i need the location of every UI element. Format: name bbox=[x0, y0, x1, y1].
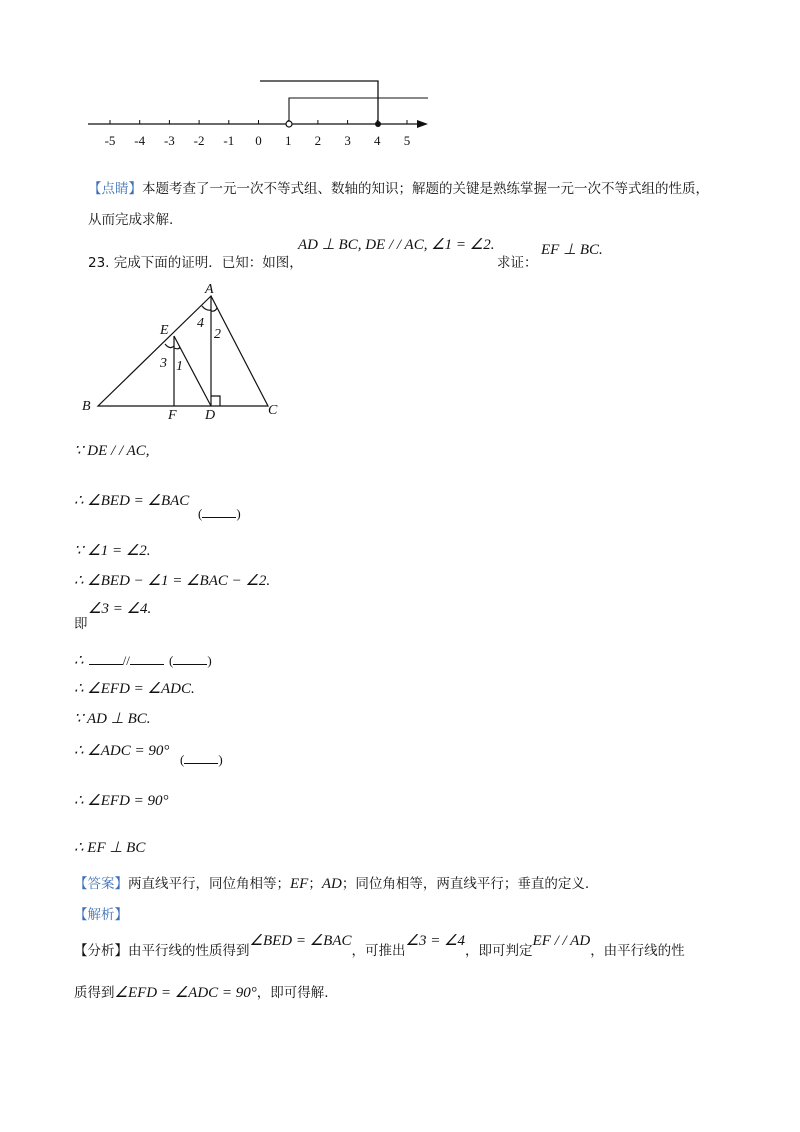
number-line-tick-label: -1 bbox=[223, 133, 235, 148]
open-point-marker bbox=[286, 121, 292, 127]
parallel-symbol: // bbox=[122, 653, 130, 668]
answer-label: 【答案】 bbox=[74, 876, 128, 892]
angle-2-arc bbox=[211, 308, 217, 311]
number-line-tick-label: -4 bbox=[134, 133, 146, 148]
fenxi-line1 bbox=[74, 933, 685, 960]
jiexi-label: 【解析】 bbox=[74, 907, 128, 923]
proof-step-5-prefix: 即 bbox=[74, 616, 88, 632]
triangle-figure bbox=[78, 280, 298, 420]
proof-step-4: ∴ ∠BED − ∠1 = ∠BAC − ∠2. bbox=[74, 573, 271, 589]
label-e: E bbox=[160, 323, 169, 338]
number-line-tick-label: 5 bbox=[403, 133, 411, 148]
proof-step-1: ∵ DE / / AC, bbox=[74, 443, 150, 459]
proof-step-10: ∴ ∠EFD = 90° bbox=[74, 793, 169, 809]
answer-text2: ；同位角相等，两直线平行；垂直的定义. bbox=[341, 876, 590, 892]
axis-arrow-icon bbox=[417, 120, 428, 128]
dianjing-text2: 从而完成求解. bbox=[88, 212, 174, 228]
fenxi-math2: ∠3 = ∠4 bbox=[405, 933, 466, 949]
answer-blank[interactable] bbox=[173, 652, 207, 665]
proof-step-6 bbox=[74, 650, 212, 670]
fenxi-text5: 质得到 bbox=[74, 985, 115, 1001]
label-a: A bbox=[205, 282, 214, 297]
label-f: F bbox=[168, 408, 177, 420]
fenxi-math3: EF / / AD bbox=[532, 933, 591, 949]
proof-step-8: ∵ AD ⊥ BC. bbox=[74, 711, 151, 727]
label-c: C bbox=[268, 403, 278, 418]
answer-ad: AD bbox=[321, 876, 342, 892]
number-line-tick-label: 0 bbox=[255, 133, 262, 148]
fenxi-text6: ，即可得解. bbox=[256, 985, 329, 1001]
right-angle-mark bbox=[211, 396, 220, 406]
reason-blank-3: ( ) bbox=[180, 752, 223, 767]
solution-bracket-upper bbox=[260, 81, 378, 126]
label-angle-3: 3 bbox=[160, 356, 167, 371]
reason-blank-1: ( ) bbox=[198, 506, 241, 521]
number-line-tick-label: -5 bbox=[104, 133, 116, 148]
fenxi-text2: ，可推出 bbox=[351, 943, 406, 959]
answer-ef: EF bbox=[290, 876, 309, 892]
dianjing-text1: 本题考查了一元一次不等式组、数轴的知识；解题的关键是熟练掌握一元一次不等式组的性质， bbox=[142, 181, 709, 197]
answer-blank[interactable] bbox=[130, 652, 164, 665]
answer-blank[interactable] bbox=[202, 505, 236, 518]
proof-step-9: ∴ ∠ADC = 90° bbox=[74, 743, 170, 759]
fenxi-text1: 由平行线的性质得到 bbox=[128, 943, 250, 959]
dianjing-line1 bbox=[88, 177, 709, 197]
number-line-tick-label: -3 bbox=[163, 133, 175, 148]
number-line-tick-label: 1 bbox=[284, 133, 292, 148]
angle-4-arc bbox=[202, 306, 211, 310]
number-line-tick-label: -2 bbox=[193, 133, 205, 148]
reason-blank-2: ( ) bbox=[168, 653, 212, 668]
answer-blank[interactable] bbox=[184, 751, 218, 764]
proof-step-3: ∵ ∠1 = ∠2. bbox=[74, 543, 151, 559]
answer-line bbox=[74, 872, 589, 893]
number-line-tick-label: 3 bbox=[344, 133, 351, 148]
fenxi-text4: ，由平行线的性 bbox=[590, 943, 685, 959]
question-23-prove: EF ⊥ BC. bbox=[541, 242, 603, 258]
number-line-figure bbox=[80, 70, 440, 160]
answer-blank[interactable] bbox=[89, 652, 123, 665]
answer-text1: 两直线平行，同位角相等； bbox=[128, 876, 290, 892]
label-angle-4: 4 bbox=[197, 316, 204, 331]
label-d: D bbox=[205, 408, 216, 420]
closed-point-marker bbox=[375, 121, 381, 127]
angle-1-arc bbox=[174, 347, 180, 349]
fenxi-math4: ∠EFD = ∠ADC = 90° bbox=[114, 985, 257, 1001]
therefore-symbol: ∴ bbox=[74, 653, 84, 669]
label-b: B bbox=[82, 399, 91, 414]
fenxi-label: 【分析】 bbox=[74, 943, 128, 959]
fenxi-line2 bbox=[74, 981, 329, 1002]
dianjing-label: 【点睛】 bbox=[88, 181, 142, 197]
number-line-tick-label: 4 bbox=[374, 133, 381, 148]
answer-sep: ； bbox=[308, 876, 322, 892]
question-23-intro: 23. 完成下面的证明．已知：如图， bbox=[88, 255, 303, 271]
number-line-tick-label: 2 bbox=[314, 133, 322, 148]
label-angle-1: 1 bbox=[176, 359, 183, 374]
proof-step-5: ∠3 = ∠4. bbox=[88, 601, 152, 617]
fenxi-text3: ，即可判定 bbox=[465, 943, 533, 959]
triangle-abc bbox=[98, 296, 268, 406]
question-23-given: AD ⊥ BC, DE / / AC, ∠1 = ∠2. bbox=[298, 237, 495, 253]
proof-step-7: ∴ ∠EFD = ∠ADC. bbox=[74, 681, 195, 697]
proof-step-2: ∴ ∠BED = ∠BAC bbox=[74, 493, 190, 509]
label-angle-2: 2 bbox=[214, 327, 221, 342]
prove-label: 求证： bbox=[497, 255, 538, 271]
fenxi-math1: ∠BED = ∠BAC bbox=[249, 933, 352, 949]
proof-step-11: ∴ EF ⊥ BC bbox=[74, 840, 146, 856]
angle-3-arc bbox=[165, 344, 174, 348]
